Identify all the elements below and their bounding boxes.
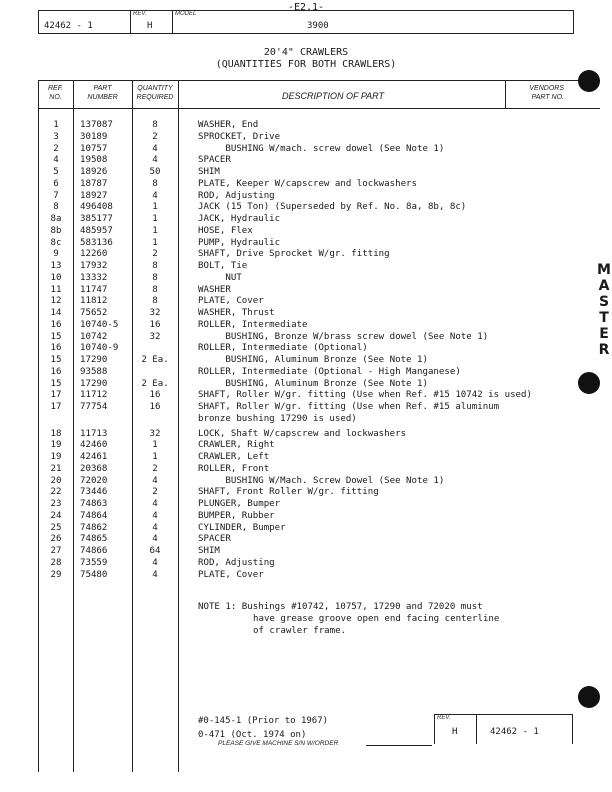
description-cell: ROD, Adjusting	[198, 190, 275, 201]
description-cell: bronze bushing 17290 is used)	[198, 413, 357, 424]
description-cell: PLUNGER, Bumper	[198, 499, 281, 509]
col-header-ref-line2: NO.	[49, 94, 62, 101]
header-divider	[172, 10, 173, 34]
ref-cell: 1	[53, 120, 59, 130]
part-number-cell: 10757	[80, 143, 108, 154]
description-cell: PLATE, Keeper W/capscrew and lockwashers	[198, 178, 417, 189]
part-number-cell: 11713	[80, 428, 108, 439]
master-stamp-letter: E	[599, 326, 609, 342]
ref-cell: 14	[50, 308, 62, 318]
description-cell: NUT	[198, 272, 242, 283]
description-cell: ROD, Adjusting	[198, 557, 275, 568]
description-cell: PLATE, Cover	[198, 569, 264, 580]
header-divider	[130, 10, 131, 34]
col-header-part-line2: NUMBER	[87, 94, 118, 101]
quantity-cell: 4	[152, 510, 158, 521]
binder-hole	[578, 686, 600, 708]
part-number-cell: 18926	[80, 167, 108, 177]
quantity-cell: 16	[149, 390, 161, 401]
description-cell: JACK, Hydraulic	[198, 214, 281, 224]
footer-doc-number: 42462 - 1	[490, 727, 539, 737]
description-cell: SHIM	[198, 546, 220, 556]
description-cell: BUSHING W/mach. screw dowel (See Note 1)	[198, 143, 445, 154]
quantity-cell: 1	[152, 440, 158, 451]
footer-box-divider	[476, 714, 477, 744]
description-cell: BUSHING, Bronze W/brass screw dowel (See Note 1)	[198, 331, 489, 342]
col-header-qty-line1: QUANTITY	[137, 85, 173, 92]
ref-cell: 16	[50, 343, 62, 354]
ref-cell: 12	[50, 296, 62, 307]
part-number-cell: 485957	[80, 225, 113, 236]
part-number-cell: 19508	[80, 155, 108, 166]
ref-cell: 20	[50, 475, 62, 486]
part-number-cell: 385177	[80, 214, 113, 224]
footer-rev: H	[452, 727, 458, 737]
footer-rule	[366, 745, 432, 746]
col-header-description: DESCRIPTION OF PART	[282, 91, 385, 101]
part-number-cell: 72020	[80, 475, 108, 486]
quantity-cell: 50	[149, 167, 161, 177]
ref-cell: 24	[50, 510, 62, 521]
description-cell: SHIM	[198, 167, 220, 177]
quantity-cell: 1	[152, 214, 158, 224]
col-header-vendors-line1: VENDORS	[529, 85, 564, 92]
part-number-cell: 42460	[80, 440, 108, 451]
description-cell: ROLLER, Intermediate (Optional - High Manganese)	[198, 366, 461, 377]
part-number-cell: 20368	[80, 463, 108, 474]
description-cell: WASHER	[198, 284, 231, 295]
quantity-cell: 8	[152, 284, 158, 295]
part-number-cell: 137087	[80, 120, 113, 130]
description-cell: PLATE, Cover	[198, 296, 264, 307]
footer-line-2: 0-471 (Oct. 1974 on)	[198, 730, 307, 740]
master-stamp-letter: T	[599, 310, 609, 326]
part-number-cell: 11747	[80, 284, 108, 295]
description-cell: BUSHING, Aluminum Bronze (See Note 1)	[198, 378, 428, 389]
quantity-cell: 2	[152, 249, 158, 260]
ref-cell: 6	[53, 178, 59, 189]
ref-cell: 19	[50, 452, 62, 462]
quantity-cell: 16	[149, 319, 161, 330]
description-cell: SHAFT, Front Roller W/gr. fitting	[198, 487, 379, 498]
description-cell: SHAFT, Drive Sprocket W/gr. fitting	[198, 249, 390, 260]
quantity-cell: 8	[152, 178, 158, 189]
description-cell: SPACER	[198, 155, 231, 166]
description-cell: WASHER, End	[198, 120, 259, 130]
ref-cell: 19	[50, 440, 62, 451]
part-number-cell: 74866	[80, 546, 108, 556]
description-cell: BUSHING, Aluminum Bronze (See Note 1)	[198, 355, 428, 365]
quantity-cell: 2	[152, 131, 158, 142]
quantity-cell: 4	[152, 557, 158, 568]
part-number-cell: 30189	[80, 131, 108, 142]
ref-cell: 8a	[50, 214, 62, 224]
header-doc-number: 42462 - 1	[44, 21, 93, 31]
note-line-1: NOTE 1: Bushings #10742, 10757, 17290 and 72020 must	[198, 602, 483, 612]
ref-cell: 25	[50, 522, 62, 533]
part-number-cell: 73559	[80, 557, 108, 568]
quantity-cell: 2 Ea.	[141, 378, 169, 389]
ref-cell: 28	[50, 557, 62, 568]
quantity-cell: 4	[152, 155, 158, 166]
quantity-cell: 2 Ea.	[141, 355, 169, 365]
part-number-cell: 18787	[80, 178, 108, 189]
description-cell: BUSHING W/Mach. Screw Dowel (See Note 1)	[198, 475, 445, 486]
part-number-cell: 42461	[80, 452, 108, 462]
ref-cell: 26	[50, 534, 62, 545]
ref-cell: 13	[50, 261, 62, 271]
description-cell: SPACER	[198, 534, 231, 545]
part-number-cell: 10740-9	[80, 343, 119, 354]
quantity-cell: 2	[152, 463, 158, 474]
col-header-vendors-line2: PART NO.	[531, 94, 564, 101]
header-rev-label: REV.	[133, 11, 147, 17]
ref-cell: 17	[50, 402, 62, 412]
ref-cell: 8b	[50, 225, 62, 236]
description-cell: CRAWLER, Left	[198, 452, 270, 462]
quantity-cell: 1	[152, 452, 158, 462]
col-header-ref	[38, 84, 73, 102]
header-model-label: MODEL	[175, 11, 197, 17]
quantity-cell: 4	[152, 499, 158, 509]
part-number-cell: 74862	[80, 522, 108, 533]
col-header-qty	[132, 84, 178, 102]
page-id: -E2.1-	[287, 2, 325, 13]
ref-cell: 23	[50, 499, 62, 509]
ref-cell: 11	[50, 284, 62, 295]
footer-box-left	[434, 714, 435, 744]
ref-cell: 5	[53, 167, 59, 177]
quantity-cell: 16	[149, 402, 161, 412]
col-header-vendors	[508, 84, 564, 102]
note-line-2: have grease groove open end facing centerline	[253, 614, 500, 624]
part-number-cell: 74863	[80, 499, 108, 509]
ref-cell: 10	[50, 272, 62, 283]
part-number-cell: 18927	[80, 190, 108, 201]
description-cell: ROLLER, Intermediate (Optional)	[198, 343, 368, 354]
description-cell: BOLT, Tie	[198, 261, 248, 271]
table-left-border	[38, 80, 39, 772]
ref-cell: 18	[50, 428, 62, 439]
quantity-cell: 2	[152, 487, 158, 498]
description-cell: WASHER, Thrust	[198, 308, 275, 318]
quantity-cell: 64	[149, 546, 161, 556]
header-rev: H	[147, 21, 153, 31]
note-line-3: of crawler frame.	[253, 626, 347, 636]
part-number-cell: 11712	[80, 390, 108, 401]
master-stamp	[596, 262, 612, 358]
description-cell: PUMP, Hydraulic	[198, 237, 281, 248]
description-cell: SHAFT, Roller W/gr. fitting (Use when Ref. #15 10742 is used)	[198, 390, 532, 401]
col-divider-vendors	[505, 80, 506, 108]
page-title: 20'4" CRAWLERS	[263, 47, 349, 58]
master-stamp-letter: S	[598, 294, 610, 310]
page-subtitle: (QUANTITIES FOR BOTH CRAWLERS)	[215, 59, 397, 70]
quantity-cell: 8	[152, 272, 158, 283]
quantity-cell: 32	[149, 428, 161, 439]
col-divider-ref	[73, 80, 74, 772]
ref-cell: 8c	[50, 237, 62, 248]
description-cell: HOSE, Flex	[198, 225, 253, 236]
ref-cell: 15	[50, 355, 62, 365]
quantity-cell: 4	[152, 534, 158, 545]
description-cell: CYLINDER, Bumper	[198, 522, 286, 533]
binder-hole	[578, 372, 600, 394]
description-cell: ROLLER, Front	[198, 463, 270, 474]
part-number-cell: 496408	[80, 202, 113, 213]
part-number-cell: 10740-5	[80, 319, 119, 330]
description-cell: SHAFT, Roller W/gr. fitting (Use when Ref. #15 aluminum	[198, 402, 500, 412]
footer-line-1: #0-145-1 (Prior to 1967)	[198, 716, 329, 726]
quantity-cell: 4	[152, 190, 158, 201]
part-number-cell: 17932	[80, 261, 108, 271]
quantity-cell: 8	[152, 296, 158, 307]
footer-box-top	[434, 714, 572, 715]
ref-cell: 16	[50, 319, 62, 330]
ref-cell: 27	[50, 546, 62, 556]
ref-cell: 9	[53, 249, 59, 260]
quantity-cell: 32	[149, 308, 161, 318]
part-number-cell: 11812	[80, 296, 108, 307]
col-header-qty-line2: REQUIRED	[136, 94, 174, 101]
description-cell: JACK (15 Ton) (Superseded by Ref. No. 8a, 8b, 8c)	[198, 202, 467, 213]
header-box	[38, 10, 574, 34]
quantity-cell: 8	[152, 261, 158, 271]
part-number-cell: 74865	[80, 534, 108, 545]
description-cell: ROLLER, Intermediate	[198, 319, 308, 330]
quantity-cell: 8	[152, 120, 158, 130]
ref-cell: 15	[50, 378, 62, 389]
header-model: 3900	[307, 21, 329, 31]
ref-cell: 16	[50, 366, 62, 377]
description-cell: BUMPER, Rubber	[198, 510, 275, 521]
master-stamp-letter: A	[598, 278, 610, 294]
part-number-cell: 77754	[80, 402, 108, 412]
part-number-cell: 12260	[80, 249, 108, 260]
col-header-part-line1: PART	[93, 85, 112, 92]
footer-line-3: PLEASE GIVE MACHINE S/N W/ORDER	[218, 740, 339, 747]
ref-cell: 22	[50, 487, 62, 498]
quantity-cell: 1	[152, 202, 158, 213]
ref-cell: 3	[53, 131, 59, 142]
master-stamp-letter: M	[597, 262, 611, 278]
quantity-cell: 4	[152, 143, 158, 154]
ref-cell: 2	[53, 143, 59, 154]
table-header-border	[38, 108, 600, 109]
part-number-cell: 93588	[80, 366, 108, 377]
ref-cell: 4	[53, 155, 59, 166]
part-number-cell: 10742	[80, 331, 108, 342]
part-number-cell: 75652	[80, 308, 108, 318]
part-number-cell: 13332	[80, 272, 108, 283]
part-number-cell: 583136	[80, 237, 113, 248]
part-number-cell: 74864	[80, 510, 108, 521]
col-divider-qty	[178, 80, 179, 772]
quantity-cell: 4	[152, 522, 158, 533]
quantity-cell: 1	[152, 225, 158, 236]
description-cell: SPROCKET, Drive	[198, 131, 281, 142]
part-number-cell: 73446	[80, 487, 108, 498]
ref-cell: 8	[53, 202, 59, 213]
quantity-cell: 32	[149, 331, 161, 342]
ref-cell: 29	[50, 569, 62, 580]
description-cell: LOCK, Shaft W/capscrew and lockwashers	[198, 428, 407, 439]
ref-cell: 15	[50, 331, 62, 342]
col-header-ref-line1: REF.	[47, 85, 64, 92]
quantity-cell: 1	[152, 237, 158, 248]
col-header-part	[73, 84, 132, 102]
ref-cell: 7	[53, 190, 59, 201]
binder-hole	[578, 70, 600, 92]
quantity-cell: 4	[152, 569, 158, 580]
ref-cell: 17	[50, 390, 62, 401]
footer-rev-label: REV.	[437, 715, 451, 721]
table-top-border	[38, 80, 600, 81]
part-number-cell: 17290	[80, 355, 108, 365]
ref-cell: 21	[50, 463, 62, 474]
part-number-cell: 17290	[80, 378, 108, 389]
quantity-cell: 4	[152, 475, 158, 486]
footer-box-right	[572, 714, 573, 744]
master-stamp-letter: R	[598, 342, 610, 358]
description-cell: CRAWLER, Right	[198, 440, 275, 451]
part-number-cell: 75480	[80, 569, 108, 580]
